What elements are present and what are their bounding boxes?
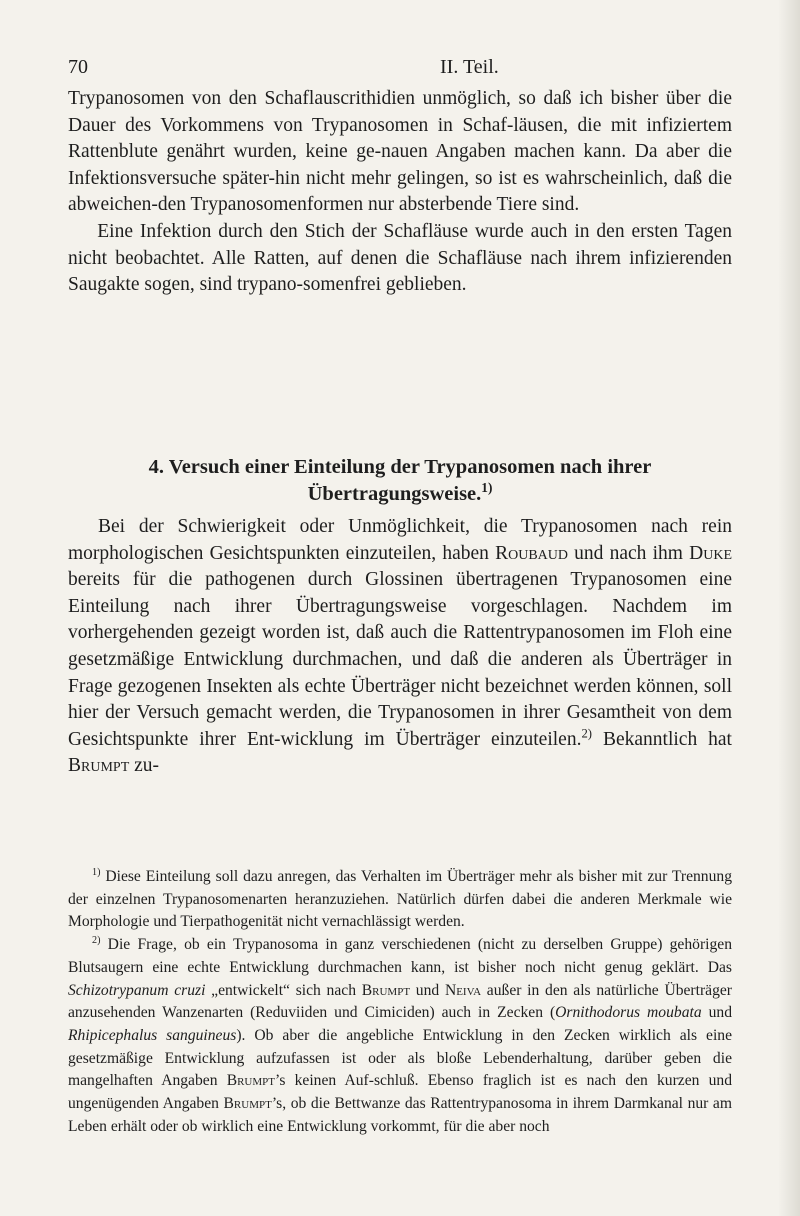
- footnotes: [68, 866, 732, 1138]
- author-name: Brumpt: [361, 981, 411, 999]
- species-name: Rhipicephalus sanguineus: [68, 1026, 237, 1044]
- text-run: und: [410, 981, 445, 999]
- text-run: Bei der Schwierigkeit oder Unmöglichkeit, die Trypanosomen nach rein morphologischen Gesichtspunkten einzuteilen, haben: [68, 516, 732, 564]
- text-run: Bekanntlich hat: [592, 728, 732, 750]
- paragraph-trypanosomen-schaflaeuse: [68, 86, 732, 299]
- text-run: „entwickelt“ sich nach: [205, 981, 362, 999]
- footnote-1: [68, 866, 732, 934]
- paragraph-text: Trypanosomen von den Schaflauscrithidien unmöglich, so daß ich bisher über die Dauer des Vorkommens von Trypanosomen in Schaf-läusen, die mit infiziertem Rattenblute genährt wurden, keine ge-nauen Angaben machen kann. Da aber die Infektionsversuche später-hin nicht mehr gelingen, so ist es wahrscheinlich, daß die abweichen-den Trypanosomenformen nur absterbende Tiere sind.: [68, 88, 732, 216]
- text-run: außer in den als natürliche Überträger anzusehenden Wanzenarten (Reduviiden und Cimiciden) auch in Zecken (: [68, 981, 732, 1022]
- section-heading-line1: 4. Versuch einer Einteilung der Trypanosomen nach ihrer: [148, 456, 652, 478]
- text-run: ). Ob aber die angebliche Entwicklung in den Zecken wirklich als eine gesetzmäßige Entwicklung aufzufassen ist oder als bloße Lebenderhaltung, darüber geben die mangelhaften Angaben: [68, 1026, 732, 1090]
- paragraph-einteilung: [68, 514, 732, 780]
- running-head: II. Teil.: [440, 56, 499, 78]
- species-name: Schizotrypanum cruzi: [68, 981, 206, 999]
- footnote-text: Diese Einteilung soll dazu anregen, das Verhalten im Überträger mehr als bisher mit zur Trennung der einzelnen Trypanosomenarten heranzuziehen. Natürlich dürfen dabei die anderen Merkmale wie Morphologie und Tierpathogenität nicht vernachlässigt werden.: [68, 868, 732, 931]
- footnote-ref: 1): [481, 480, 493, 496]
- page-number: 70: [68, 56, 88, 78]
- author-name: Neiva: [444, 981, 482, 999]
- paragraph-text: Eine Infektion durch den Stich der Schafläuse wurde auch in den ersten Tagen nicht beobachtet. Alle Ratten, auf denen die Schafläuse nach ihrem infizierenden Saugakte sogen, sind trypano-somenfrei geblieben.: [68, 220, 732, 296]
- footnote-marker: 1): [92, 866, 101, 878]
- author-name: Brumpt: [68, 755, 130, 777]
- text-run: ’s, ob die Bettwanze das Rattentrypanosoma in ihrem Darmkanal nur am Leben erhält oder ob wirklich eine Entwicklung vorkommt, für die aber noch: [68, 1095, 732, 1135]
- author-name: Duke: [689, 542, 732, 564]
- text-run: Die Frage, ob ein Trypanosoma in ganz verschiedenen (nicht zu derselben Gruppe) gehörigen Blutsaugern eine echte Entwicklung durchmachen kann, ist bisher noch nicht genug geklärt. Das: [68, 936, 732, 976]
- footnote-ref: 2): [581, 726, 592, 741]
- footnote-2: [68, 934, 732, 1138]
- paragraph-infektion-stich: [68, 221, 732, 295]
- author-name: Brumpt: [223, 1095, 272, 1113]
- text-run: und nach ihm: [568, 542, 690, 564]
- author-name: Roubaud: [495, 542, 568, 564]
- footnote-marker: 2): [92, 934, 101, 946]
- page-edge-shadow: [778, 0, 800, 1216]
- text-run: bereits für die pathogenen durch Glossinen übertragenen Trypanosomen eine Einteilung nach ihrer Übertragungsweise vorgeschlagen. Nachdem im vorhergehenden gezeigt worden ist, daß auch die Rattentrypanosomen im Floh eine gesetzmäßige Entwicklung durchmachen, und daß die anderen als Überträger in Frage gezogenen Insekten als echte Überträger nicht bezeichnet werden können, soll hier der Versuch gemacht werden, die Trypanosomen in ihrer Gesamtheit von dem Gesichtspunkte ihrer Ent-wicklung im Überträger einzuteilen.: [68, 569, 732, 750]
- species-name: Ornithodorus moubata: [555, 1004, 702, 1022]
- page-header: [68, 56, 732, 80]
- text-run: zu-: [129, 755, 160, 777]
- section-heading-line2: Übertragungsweise.: [307, 483, 482, 505]
- author-name: Brumpt: [226, 1072, 275, 1090]
- section-heading: [68, 454, 732, 508]
- text-run: ’s keinen Auf-schluß. Ebenso fraglich ist es nach den kurzen und ungenügenden Angaben: [68, 1072, 732, 1113]
- text-run: und: [701, 1004, 732, 1022]
